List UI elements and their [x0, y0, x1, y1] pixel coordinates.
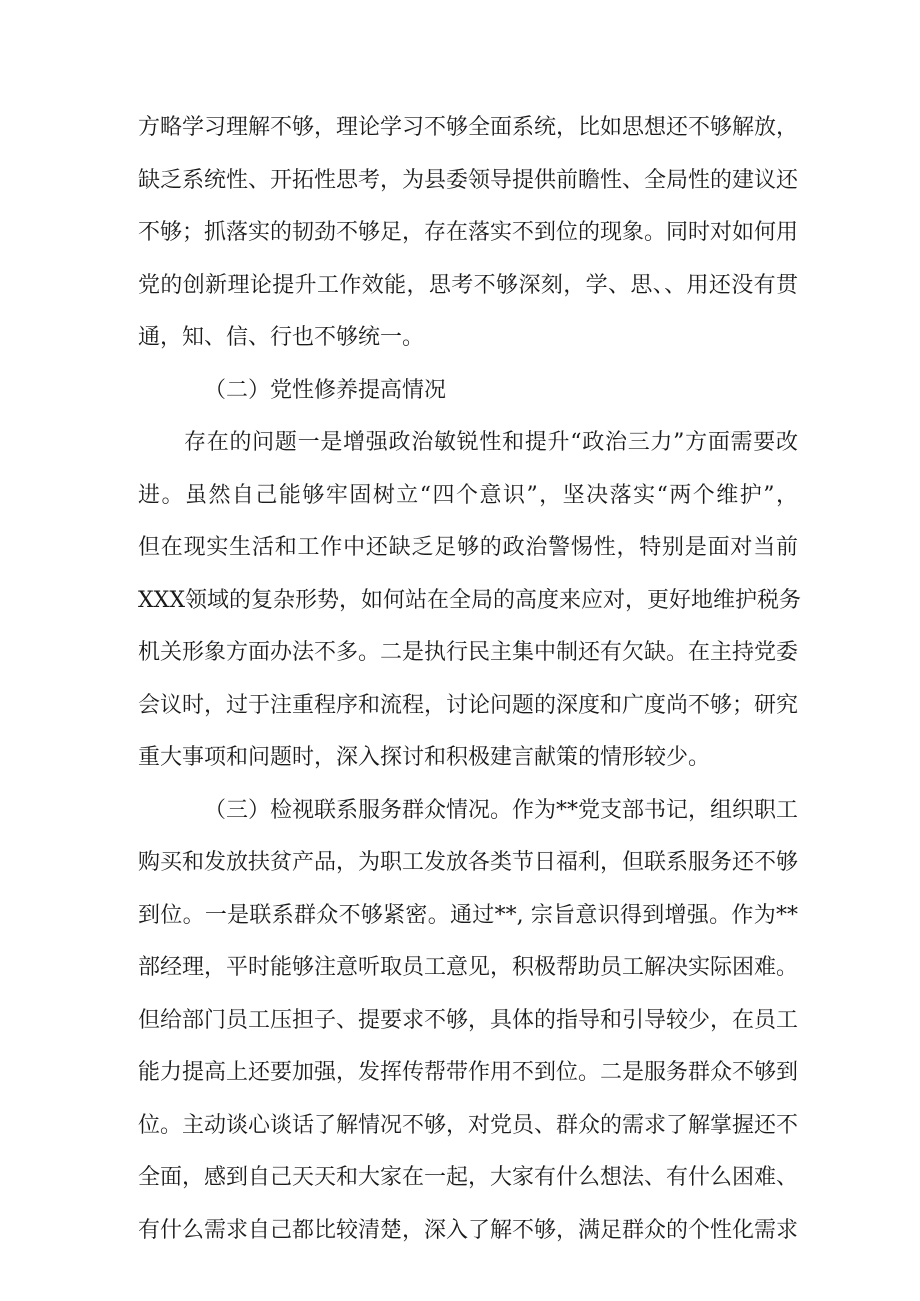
paragraph-line: XXX领域的复杂形势，如何站在全局的高度来应对，更好地维护税务	[138, 588, 801, 613]
paragraph-line: 能力提高上还要加强，发挥传帮带作用不到位。二是服务群众不够到	[138, 1060, 799, 1085]
paragraph-line: 但在现实生活和工作中还缺乏足够的政治警惕性，特别是面对当前	[138, 535, 798, 560]
paragraph-line: 位。主动谈心谈话了解情况不够，对党员、群众的需求了解掌握还不	[138, 1113, 799, 1138]
paragraph-line: 部经理，平时能够注意听取员工意见，积极帮助员工解决实际困难。	[138, 955, 799, 980]
paragraph-line: 会议时，过于注重程序和流程，讨论问题的深度和广度尚不够；研究	[138, 693, 799, 718]
paragraph-line: 缺乏系统性、开拓性思考，为县委领导提供前瞻性、全局性的建议还	[138, 168, 799, 193]
paragraph-line: 但给部门员工压担子、提要求不够，具体的指导和引导较少，在员工	[138, 1008, 799, 1033]
paragraph-line: 存在的问题一是增强政治敏锐性和提升“政治三力”方面需要改	[184, 430, 798, 455]
paragraph-line: 重大事项和问题时，深入探讨和积极建言献策的情形较少。	[138, 745, 711, 770]
paragraph-line: 党的创新理论提升工作效能，思考不够深刻，学、思、、用还没有贯	[138, 273, 798, 298]
paragraph-line: 购买和发放扶贫产品，为职工发放各类节日福利，但联系服务还不够	[138, 850, 799, 875]
section-heading: （二）党性修养提高情况	[204, 378, 447, 403]
paragraph-line: 方略学习理解不够，理论学习不够全面系统，比如思想还不够解放，	[138, 115, 799, 140]
paragraph-line: 有什么需求自己都比较清楚，深入了解不够，满足群众的个性化需求	[138, 1218, 799, 1243]
paragraph-line: 全面，感到自己天天和大家在一起，大家有什么想法、有什么困难、	[138, 1165, 799, 1190]
paragraph-line: 不够；抓落实的韧劲不够足，存在落实不到位的现象。同时对如何用	[138, 220, 799, 245]
section-heading-line: （三）检视联系服务群众情况。作为**党支部书记，组织职工	[204, 798, 799, 823]
paragraph-line: 进。虽然自己能够牢固树立“四个意识”，坚决落实“两个维护”，	[138, 483, 798, 508]
paragraph-line: 通，知、信、行也不够统一。	[138, 325, 425, 350]
paragraph-line: 机关形象方面办法不多。二是执行民主集中制还有欠缺。在主持党委	[138, 640, 799, 665]
paragraph-line: 到位。一是联系群众不够紧密。通过**, 宗旨意识得到增强。作为**	[138, 903, 798, 928]
